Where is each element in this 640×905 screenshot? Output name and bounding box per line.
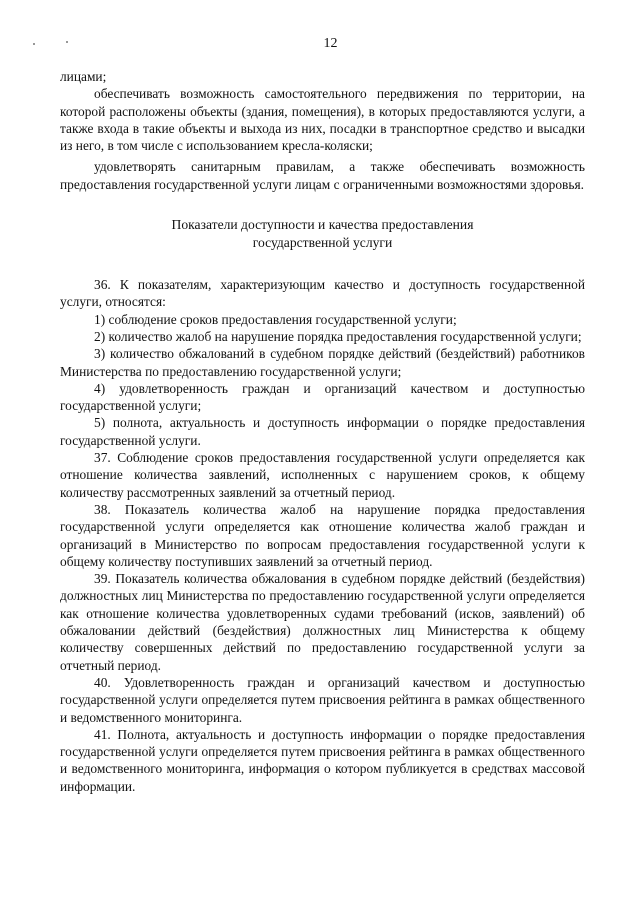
- list-item-1: 1) соблюдение сроков предоставления государственной услуги;: [94, 311, 457, 327]
- list-item-5: 5) полнота, актуальность и доступность информации о порядке предоставления государственной услуги.: [60, 415, 585, 448]
- document-body: [60, 68, 585, 795]
- paragraph-continuation: лицами;: [60, 69, 107, 84]
- section-heading-line-2: государственной услуги: [252, 235, 393, 251]
- paragraph-37: 37. Соблюдение сроков предоставления государственной услуги определяется как отношение количества заявлений, исполненных с нарушением сроков, к общему количеству рассмотренных заявлений за отчетный период.: [60, 450, 585, 500]
- paragraph-40: 40. Удовлетворенность граждан и организаций качеством и доступностью государственной услуги определяется путем присвоения рейтинга в рамках общественного и ведомственного мониторинга.: [60, 674, 585, 725]
- paragraph-36: 36. К показателям, характеризующим качество и доступность государственной услуги, относятся:: [60, 277, 585, 310]
- list-item-3: 3) количество обжалований в судебном порядке действий (бездействий) работников Министерства по предоставлению государственной услуги;: [60, 346, 585, 379]
- scan-speck: [66, 41, 68, 43]
- paragraph-38: 38. Показатель количества жалоб на нарушение порядка предоставления государственной услуги определяется как отношение количества жалоб граждан и организаций в Министерство по вопросам предоставления государственной услуги к общему количеству поступивших заявлений за отчетный период.: [60, 501, 585, 569]
- paragraph-39: 39. Показатель количества обжалования в судебном порядке действий (бездействия) должностных лиц Министерства по предоставлению государственной услуги определяется как отношение количества удовлетворенных судами требований (исков, заявлений) об обжаловании действий (бездействия) должностных лиц Министерства к общему количеству совершенных действий по предоставлению государственной услуги за отчетный период.: [60, 571, 585, 673]
- list-item-4: 4) удовлетворенность граждан и организаций качеством и доступностью государственной услуги;: [60, 380, 585, 414]
- scan-speck: [33, 43, 35, 45]
- section-heading: [60, 216, 585, 252]
- section-heading-line-1: Показатели доступности и качества предоставления: [171, 217, 474, 233]
- paragraph-movement: обеспечивать возможность самостоятельного передвижения по территории, на которой расположены объекты (здания, помещения), в которых предоставляются услуги, а также входа в такие объекты и выхода из них, посадки в транспортное средство и высадки из него, в том числе с использованием кресла-коляски;: [60, 86, 585, 154]
- list-item-2: 2) количество жалоб на нарушение порядка предоставления государственной услуги;: [94, 328, 582, 344]
- paragraph-41: 41. Полнота, актуальность и доступность информации о порядке предоставления государственной услуги определяется путем присвоения рейтинга в рамках общественного и ведомственного мониторинга, информация о котором публикуется в средствах массовой информации.: [60, 726, 585, 794]
- page-number: 12: [323, 36, 338, 51]
- paragraph-sanitary: удовлетворять санитарным правилам, а также обеспечивать возможность предоставления государственной услуги лицам с ограниченными возможностями здоровья.: [60, 159, 585, 192]
